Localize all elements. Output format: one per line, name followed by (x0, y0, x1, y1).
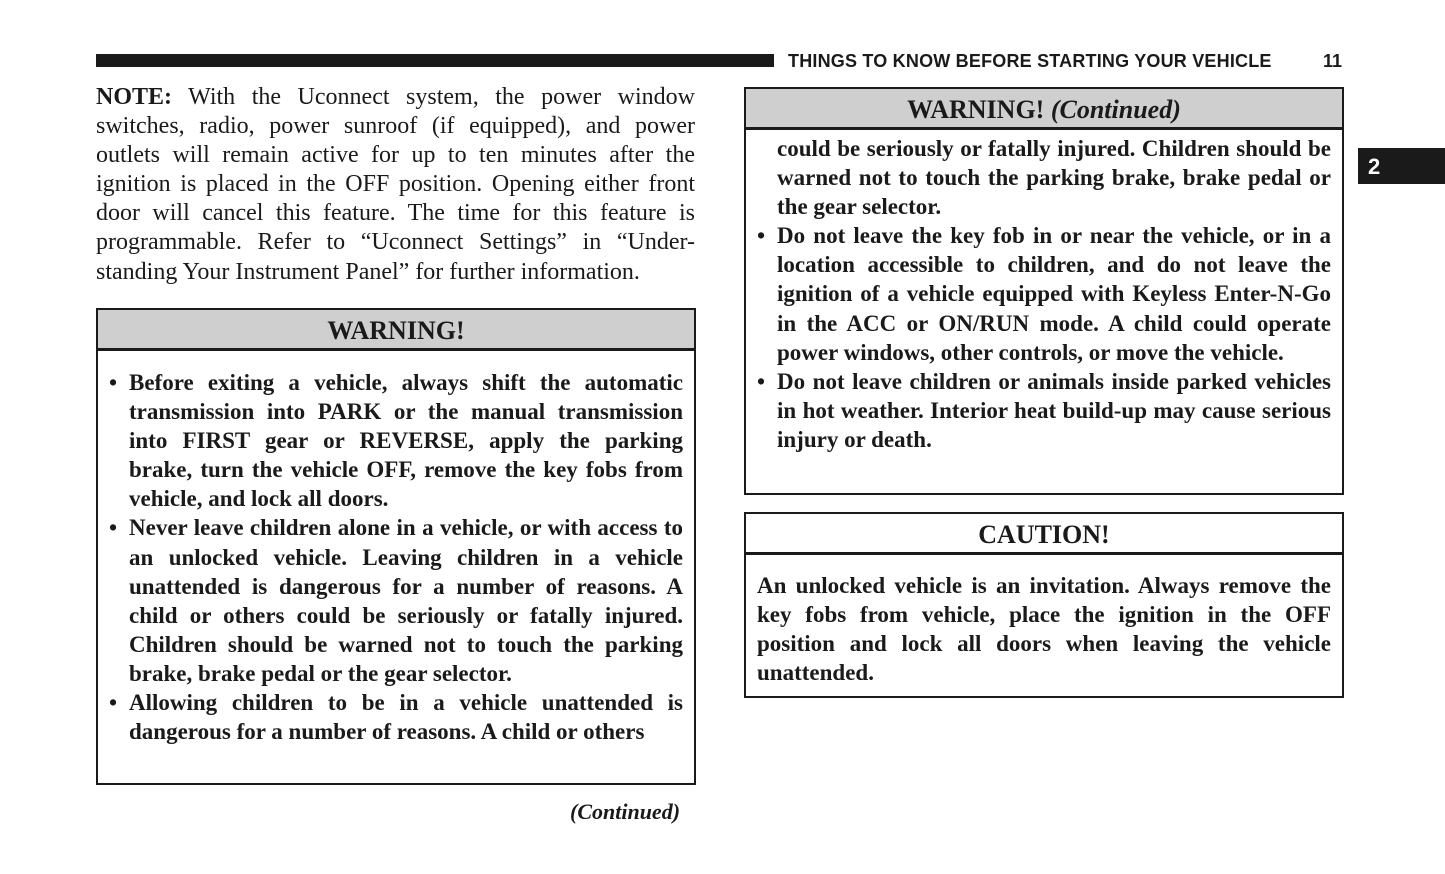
note-paragraph (96, 83, 695, 287)
bullet-text: Never leave children alone in a vehicle, or with access to an unlocked vehicle. Leaving children in a vehicle unattended is dangerous for a number of reasons. A child or others could be seriously or fatally injured. Children should be warned not to touch the parking brake, brake pedal or the gear selector. (129, 515, 683, 686)
continuation-text: could be seriously or fatally injured. Children should be warned not to touch the parking brake, brake pedal or the gear selector. (777, 136, 1331, 220)
bullet-dot: • (109, 690, 118, 716)
bullet-dot: • (757, 223, 766, 249)
warning-box-right (744, 87, 1344, 495)
running-header-title: THINGS TO KNOW BEFORE STARTING YOUR VEHICLE (788, 51, 1272, 71)
page-number: 11 (1323, 51, 1343, 71)
warning-left-body (98, 351, 694, 746)
note-label: NOTE: (96, 84, 173, 110)
bullet-list-item (757, 367, 1331, 454)
caution-title (746, 514, 1342, 555)
bullet-list-item (109, 368, 683, 513)
warning-title (98, 310, 694, 351)
bullet-text: Do not leave the key fob in or near the vehicle, or in a location accessible to children, and do not leave the ignition of a vehicle equipped with Keyless Enter-N-Go in the ACC or ON/RUN mode. A child could operate power windows, other controls, or move the vehicle. (777, 223, 1331, 365)
caution-text: An unlocked vehicle is an invitation. Always remove the key fobs from vehicle, place the ignition in the OFF position and lock all doors when leaving the vehicle unattended. (757, 573, 1331, 686)
warning-title-text: WARNING! (327, 316, 465, 345)
continued-label: (Continued) (570, 799, 681, 824)
bullet-text: Before exiting a vehicle, always shift the automatic transmission into PARK or the manual transmission into FIRST gear or REVERSE, apply the parking brake, turn the vehicle OFF, remove the key fobs from vehicle, and lock all doors. (129, 370, 683, 512)
bullet-dot: • (109, 370, 118, 395)
warning-left-bullets (109, 368, 683, 746)
warning-right-bullets (757, 221, 1331, 454)
caution-title-text: CAUTION! (978, 520, 1110, 549)
chapter-tab[interactable]: 2 (1358, 148, 1445, 184)
header-rule (96, 54, 774, 67)
bullet-dot: • (109, 515, 118, 541)
caution-box (744, 512, 1344, 698)
warning-box-left (96, 308, 696, 785)
bullet-list-item (109, 688, 683, 746)
bullet-list-item (109, 513, 683, 688)
bullet-dot: • (757, 368, 766, 394)
note-text: With the Uconnect system, the power window switches, radio, power sunroof (if equipped), and power outlets will remain active for up to ten minutes after the ignition is placed in the OFF position. Opening either front door will cancel this feature. The time for this feature is programmable. Refer to “Uconnect Settings” in “Under-standing Your Instrument Panel” for further information. (96, 84, 695, 285)
warning-title-suffix: (Continued) (1050, 95, 1181, 124)
bullet-list-item (757, 221, 1331, 366)
caution-body (746, 555, 1342, 687)
bullet-text: Do not leave children or animals inside parked vehicles in hot weather. Interior heat build-up may cause serious injury or death. (777, 368, 1331, 452)
warning-title-text: WARNING! (907, 95, 1045, 124)
bullet-text: Allowing children to be in a vehicle unattended is dangerous for a number of reasons. A child or others (129, 690, 683, 745)
warning-right-body (746, 130, 1342, 454)
warning-continued-title (746, 89, 1342, 130)
